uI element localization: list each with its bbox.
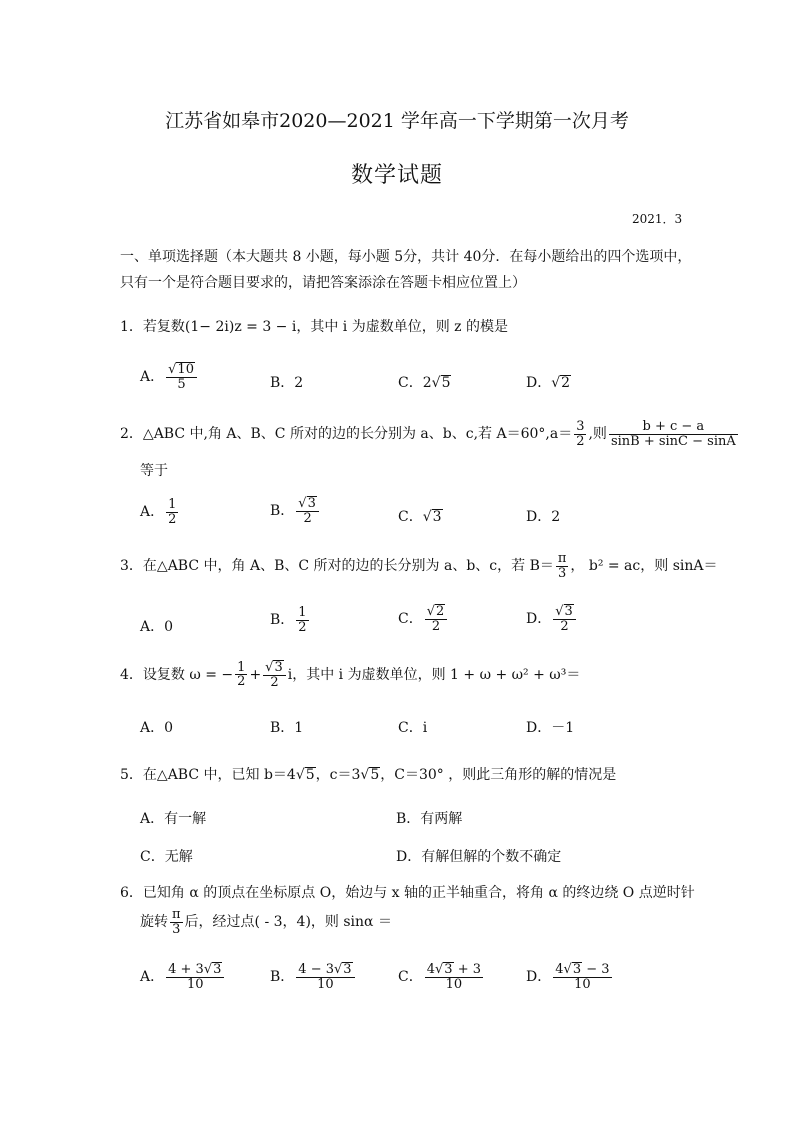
q2-option-b[interactable]: B． $\frac{√3}{2}$ bbox=[270, 496, 321, 526]
q1-option-d[interactable]: D．√2 bbox=[526, 375, 571, 391]
q1-option-c[interactable]: C．2√5 bbox=[398, 375, 451, 391]
question-6: 6．已知角 α 的顶点在坐标原点 O，始边与 x 轴的正半轴重合，将角 α 的终边绕 O 点逆时针 bbox=[120, 885, 695, 901]
q4-option-a[interactable]: A．0 bbox=[140, 720, 174, 736]
q1-number: 1． bbox=[120, 319, 143, 335]
q3-option-d[interactable]: D． $\frac{√3}{2}$ bbox=[526, 604, 578, 634]
q6-option-c[interactable]: C． $\frac{4√3 + 3}{10}$ bbox=[398, 962, 482, 993]
question-5: 5．在△ABC 中，已知 b＝4√5，c＝3√5，C＝30° ，则此三角形的解的情况是 bbox=[120, 767, 617, 783]
q3-option-a[interactable]: A．0 bbox=[140, 619, 174, 635]
q4-option-b[interactable]: B．1 bbox=[270, 720, 304, 736]
question-3: 3．在△ABC 中，角 A、B、C 所对的边的长分别为 a、b、c，若 B＝ $\frac{\pi}{3}$ ， b² = ac，则 sinA＝ bbox=[120, 551, 718, 581]
q6-option-a[interactable]: A． $\frac{4 + 3√3}{10}$ bbox=[140, 962, 226, 992]
question-2: 2．△ABC 中,角 A、B、C 所对的边的长分别为 a、b、c,若 A＝60°,a＝ $\frac{3}{2}$ ,则 $\frac{b + c - a}{\sin B + \sin C - \sin A}$ bbox=[120, 419, 736, 449]
q5-option-a[interactable]: A．有一解 bbox=[140, 811, 207, 827]
q5-option-c[interactable]: C．无解 bbox=[140, 849, 193, 865]
q3-option-b[interactable]: B． $\frac{1}{2}$ bbox=[270, 605, 307, 635]
q5-option-b[interactable]: B．有两解 bbox=[396, 811, 463, 827]
question-1 bbox=[120, 316, 508, 336]
q2-tail: 等于 bbox=[140, 463, 168, 479]
section-line-2: 只有一个是符合题目要求的，请把答案添涂在答题卡相应位置上） bbox=[120, 275, 526, 291]
exam-date: 2021．3 bbox=[632, 212, 683, 226]
question-6-line-2: 旋转 $\frac{\pi}{3}$ 后，经过点( - 3，4)，则 sinα ＝ bbox=[140, 907, 392, 937]
q6-option-b[interactable]: B． $\frac{4 - 3√3}{10}$ bbox=[270, 962, 357, 992]
exam-title: 江苏省如皋市2020—2021 学年高一下学期第一次月考 bbox=[165, 110, 629, 132]
q2-option-c[interactable]: C．√3 bbox=[398, 509, 442, 525]
section-heading bbox=[120, 244, 691, 296]
q6-option-d[interactable]: D． $\frac{4√3 - 3}{10}$ bbox=[526, 962, 610, 993]
section-line-1: 一、单项选择题（本大题共 8 小题，每小题 5分，共计 40分．在每小题给出的四个选项中， bbox=[120, 249, 692, 265]
q3-option-c[interactable]: C． $\frac{√2}{2}$ bbox=[398, 604, 449, 634]
q1-formula: 若复数(1− 2i)z = 3 − i， bbox=[142, 319, 311, 335]
q4-option-c[interactable]: C．i bbox=[398, 720, 428, 736]
q1-text: 其中 i 为虚数单位，则 z 的模是 bbox=[310, 319, 508, 335]
q1-option-b[interactable]: B．2 bbox=[270, 375, 304, 391]
q5-option-d[interactable]: D．有解但解的个数不确定 bbox=[396, 849, 562, 865]
q2-option-d[interactable]: D．2 bbox=[526, 509, 561, 525]
q2-option-a[interactable]: A． $\frac{1}{2}$ bbox=[140, 497, 177, 527]
question-4: 4．设复数 ω = − $\frac{1}{2}$ + $\frac{√3}{2}$ i，其中 i 为虚数单位，则 1 + ω + ω² + ω³＝ bbox=[120, 659, 581, 691]
q4-option-d[interactable]: D．－1 bbox=[526, 720, 575, 736]
q1-option-a[interactable]: A． $\frac{√10}{5}$ bbox=[140, 362, 199, 392]
exam-subtitle: 数学试题 bbox=[350, 163, 443, 188]
